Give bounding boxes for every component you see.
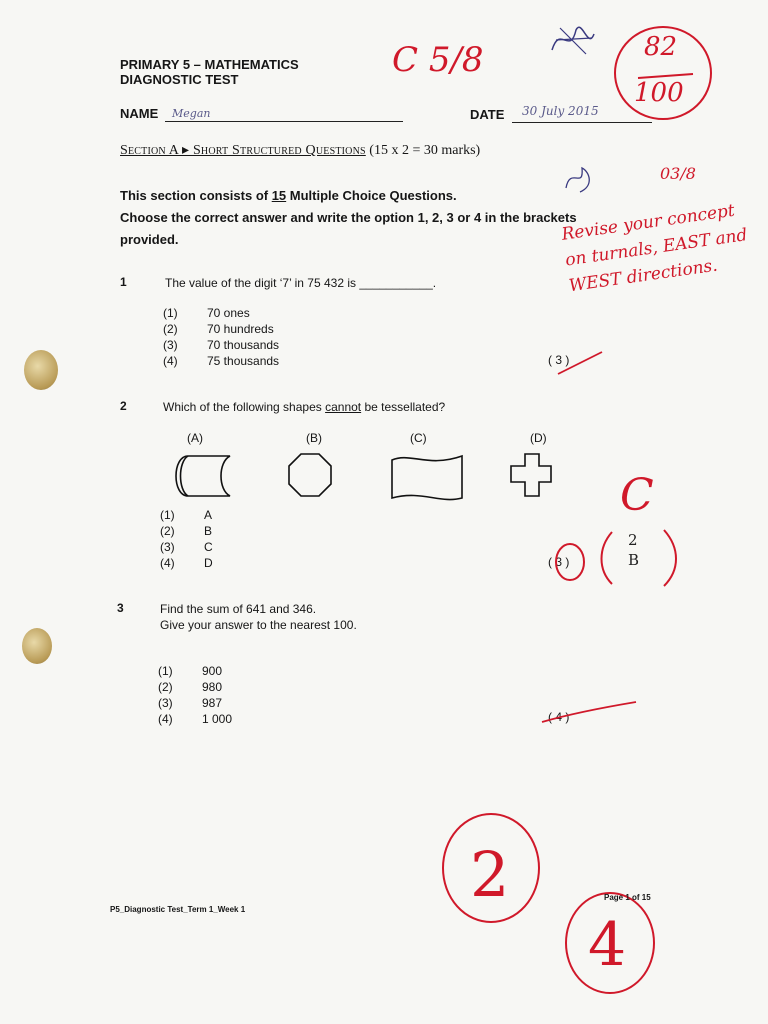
shape-label-a: (A) <box>187 431 203 445</box>
shape-c <box>392 456 462 500</box>
total-score: 82 <box>644 32 678 62</box>
question-1-answer: ( 3 ) <box>548 353 570 367</box>
footer-left: P5_Diagnostic Test_Term 1_Week 1 <box>110 905 246 914</box>
section-title: Section A ▸ Short Structured Questions <box>120 143 366 158</box>
q2-answer-circle <box>550 540 590 584</box>
score-fraction: C 5/8 <box>392 40 484 80</box>
total-out-of: 100 <box>634 78 684 108</box>
teacher-initials-date: 03/8 <box>660 164 696 183</box>
blue-signature-2 <box>560 160 600 196</box>
option: (2) 70 hundreds <box>163 322 274 336</box>
option: (4) 75 thousands <box>163 354 280 368</box>
option: (3) C <box>160 540 213 554</box>
q2-correction: 2 B <box>628 531 640 569</box>
shape-label-d: (D) <box>530 431 547 445</box>
option: (1) A <box>160 508 213 522</box>
question-3-answer: ( 4 ) <box>548 710 570 724</box>
blue-signature <box>548 20 598 60</box>
option: (3) 987 <box>158 696 223 710</box>
shape-d <box>511 454 551 496</box>
name-label: NAME <box>120 106 159 121</box>
option: (2) B <box>160 524 213 538</box>
shape-label-c: (C) <box>410 431 427 445</box>
q3-strike <box>540 700 640 730</box>
option: (4) D <box>160 556 213 570</box>
shape-label-b: (B) <box>306 431 322 445</box>
question-2-answer: ( 3 ) <box>548 555 570 569</box>
question-1-options <box>163 305 279 369</box>
instructions: This section consists of 15 Multiple Choice Questions. Choose the correct answer and write the option 1, 2, 3 or 4 in the brackets provided. <box>120 188 577 247</box>
name-value: Megan <box>172 107 211 120</box>
question-3-text: Find the sum of 641 and 346. Give your answer to the nearest 100. <box>160 602 357 632</box>
question-count: 15 <box>271 188 287 203</box>
punch-hole-stain <box>24 350 58 390</box>
big-circle-2-number: 4 <box>588 910 627 980</box>
punch-hole-stain <box>22 628 52 664</box>
question-3-options <box>158 663 232 727</box>
section-marks: (15 x 2 = 30 marks) <box>369 143 481 158</box>
q1-strike <box>556 346 606 376</box>
question-1-number: 1 <box>120 275 127 289</box>
option: (4) 1 000 <box>158 712 233 726</box>
date-label: DATE <box>470 107 505 122</box>
date-value: 30 July 2015 <box>522 104 599 118</box>
section-heading <box>120 142 480 159</box>
option: (1) 900 <box>158 664 223 678</box>
shape-b <box>289 454 331 496</box>
footer-page-number: Page 1 of 15 <box>604 893 651 902</box>
question-3-number: 3 <box>117 601 124 615</box>
name-line <box>165 121 403 122</box>
shape-a <box>176 456 230 496</box>
option: (1) 70 ones <box>163 306 250 320</box>
question-1-text: The value of the digit ‘7’ in 75 432 is ___________. <box>165 276 437 290</box>
option: (3) 70 thousands <box>163 338 280 352</box>
test-title: PRIMARY 5 – MATHEMATICS DIAGNOSTIC TEST <box>120 57 299 87</box>
question-2-options <box>160 507 213 571</box>
tessellation-shapes <box>160 448 570 508</box>
big-circle-1-number: 2 <box>470 838 510 911</box>
option: (2) 980 <box>158 680 223 694</box>
q2-correction-letter: C <box>620 470 654 521</box>
question-2-text: Which of the following shapes cannot be tessellated? <box>163 400 446 414</box>
question-2-number: 2 <box>120 399 127 413</box>
teacher-comment: Revise your concept on turnals, EAST and WEST directions. <box>560 200 749 297</box>
